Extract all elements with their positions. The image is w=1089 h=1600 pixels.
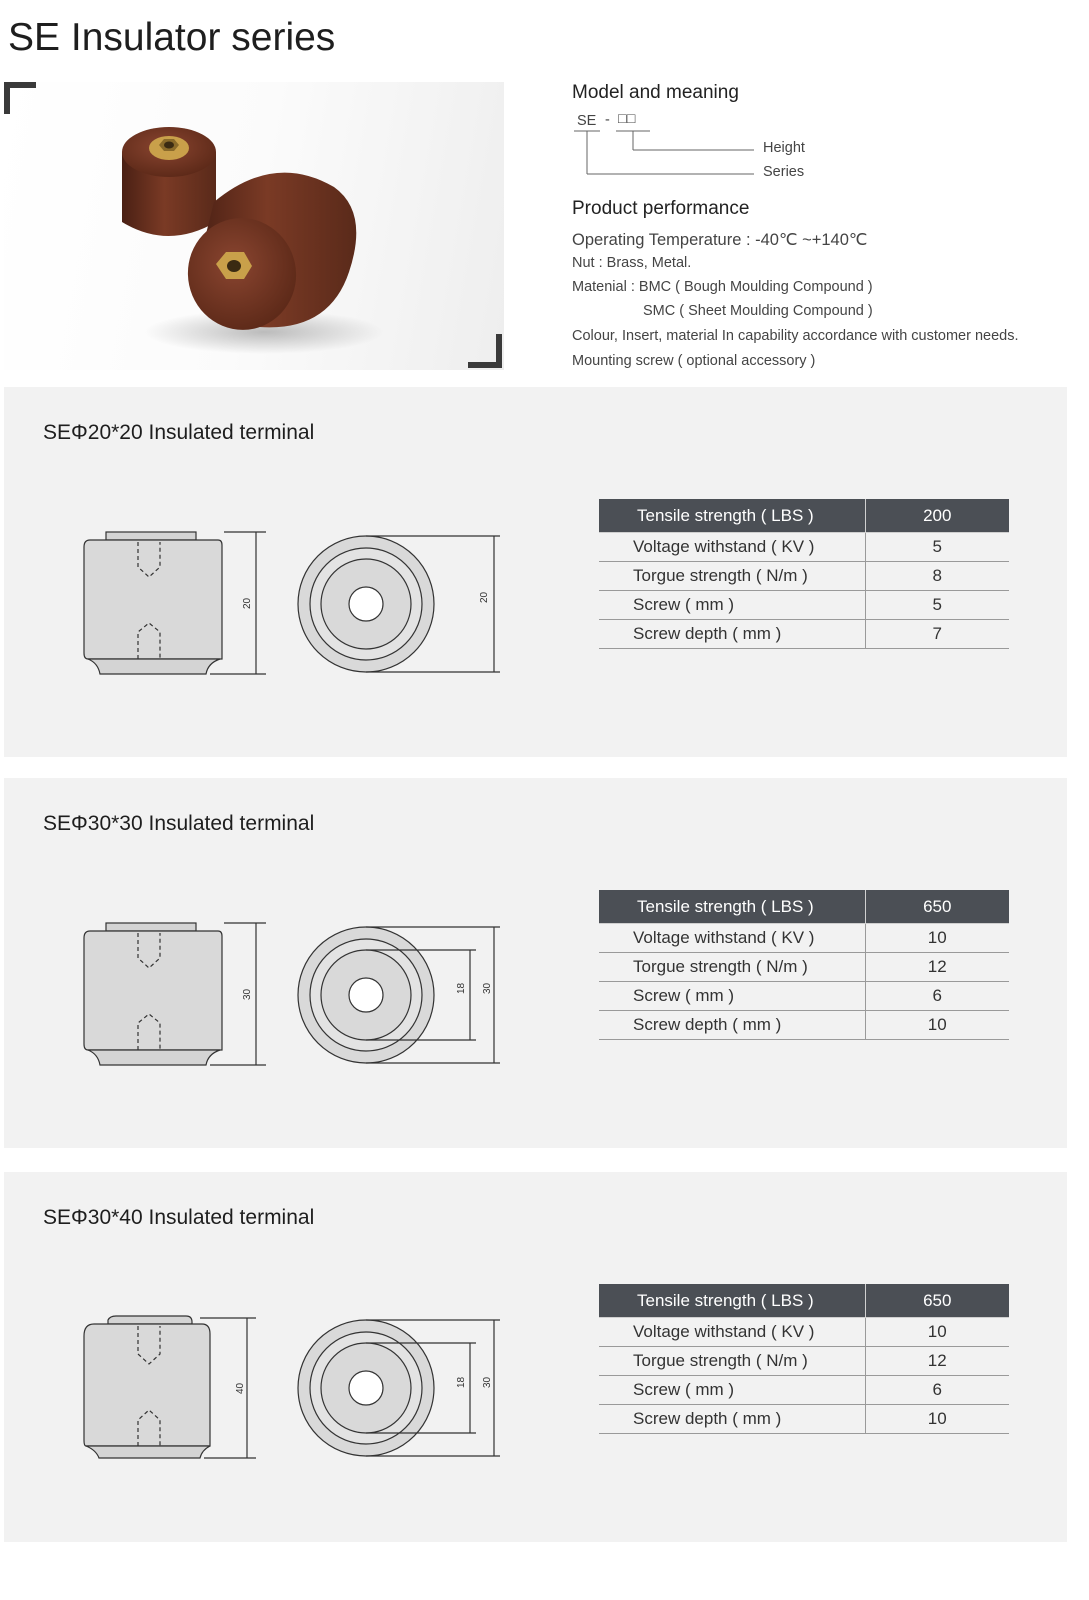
front-dimension-outer-label: 30: [482, 982, 493, 994]
table-row: [599, 562, 1009, 591]
side-view: [84, 1316, 256, 1458]
section-title: SEΦ30*40 Insulated terminal: [43, 1206, 315, 1229]
spec-key: Tensile strength ( LBS ): [599, 890, 865, 924]
spec-table: [599, 499, 1009, 649]
product-section-1: [4, 387, 1067, 757]
spec-value: 10: [865, 924, 1009, 953]
spec-key: Screw depth ( mm ): [599, 1011, 865, 1040]
spec-value: 12: [865, 1347, 1009, 1376]
spec-value: 6: [865, 982, 1009, 1011]
front-dimension-outer-label: 30: [482, 1376, 493, 1388]
spec-key: Screw ( mm ): [599, 982, 865, 1011]
spec-key: Voltage withstand ( KV ): [599, 924, 865, 953]
spec-value: 10: [865, 1011, 1009, 1040]
table-row: [599, 499, 1009, 533]
model-boxes: □□: [618, 111, 636, 127]
technical-drawing: [4, 387, 524, 757]
side-dimension-label: 20: [242, 597, 253, 609]
front-view: [298, 536, 500, 672]
technical-drawing: [4, 778, 524, 1148]
table-row: [599, 620, 1009, 649]
model-height-label: Height: [763, 140, 805, 156]
spec-value: 650: [865, 1284, 1009, 1318]
model-leader-lines: [572, 110, 772, 180]
spec-line-mounting-screw: Mounting screw ( optional accessory ): [572, 353, 816, 369]
spec-key: Voltage withstand ( KV ): [599, 533, 865, 562]
spec-value: 7: [865, 620, 1009, 649]
model-heading: Model and meaning: [572, 82, 739, 103]
page-title: SE Insulator series: [8, 16, 336, 59]
corner-bracket-top-left: [4, 82, 36, 114]
spec-key: Screw ( mm ): [599, 1376, 865, 1405]
table-row: [599, 1318, 1009, 1347]
insulator-back: [122, 127, 216, 236]
spec-value: 200: [865, 499, 1009, 533]
table-row: [599, 1011, 1009, 1040]
table-row: [599, 953, 1009, 982]
side-dimension-label: 40: [235, 1382, 246, 1394]
front-view: [298, 927, 500, 1063]
table-row: [599, 1284, 1009, 1318]
table-row: [599, 591, 1009, 620]
spec-key: Tensile strength ( LBS ): [599, 1284, 865, 1318]
performance-heading: Product performance: [572, 198, 750, 219]
spec-value: 12: [865, 953, 1009, 982]
side-view: [84, 923, 266, 1065]
corner-bracket-bottom-right: [468, 334, 502, 368]
table-row: [599, 1347, 1009, 1376]
product-photo: [4, 82, 504, 370]
spec-line-material-smc: SMC ( Sheet Moulding Compound ): [643, 303, 873, 319]
table-row: [599, 982, 1009, 1011]
spec-key: Tensile strength ( LBS ): [599, 499, 865, 533]
table-row: [599, 924, 1009, 953]
spec-table: [599, 890, 1009, 1040]
side-view: [84, 532, 266, 674]
table-row: [599, 1405, 1009, 1434]
spec-key: Screw depth ( mm ): [599, 1405, 865, 1434]
table-row: [599, 1376, 1009, 1405]
front-dimension-inner-label: 18: [456, 982, 467, 994]
spec-value: 5: [865, 591, 1009, 620]
model-dash: -: [605, 112, 610, 128]
spec-line-customization: Colour, Insert, material In capability accordance with customer needs.: [572, 328, 1019, 344]
spec-key: Torgue strength ( N/m ): [599, 562, 865, 591]
technical-drawing: [4, 1172, 524, 1542]
table-row: [599, 533, 1009, 562]
table-row: [599, 890, 1009, 924]
spec-line-nut: Nut : Brass, Metal.: [572, 255, 692, 271]
insulator-render: [4, 82, 504, 370]
spec-value: 6: [865, 1376, 1009, 1405]
side-dimension-label: 30: [242, 988, 253, 1000]
spec-key: Screw depth ( mm ): [599, 620, 865, 649]
spec-key: Torgue strength ( N/m ): [599, 1347, 865, 1376]
spec-key: Torgue strength ( N/m ): [599, 953, 865, 982]
spec-table: [599, 1284, 1009, 1434]
section-title: SEΦ20*20 Insulated terminal: [43, 421, 315, 444]
spec-value: 10: [865, 1318, 1009, 1347]
section-title: SEΦ30*30 Insulated terminal: [43, 812, 315, 835]
spec-value: 5: [865, 533, 1009, 562]
spec-key: Screw ( mm ): [599, 591, 865, 620]
spec-line-material: Matenial : BMC ( Bough Moulding Compound ): [572, 279, 873, 295]
model-code: SE: [577, 113, 597, 129]
spec-value: 8: [865, 562, 1009, 591]
product-section-3: [4, 1172, 1067, 1542]
spec-key: Voltage withstand ( KV ): [599, 1318, 865, 1347]
spec-value: 650: [865, 890, 1009, 924]
front-view: [298, 1320, 500, 1456]
product-section-2: [4, 778, 1067, 1148]
spec-line-temperature: Operating Temperature : -40℃ ~+140℃: [572, 231, 868, 249]
spec-value: 10: [865, 1405, 1009, 1434]
model-series-label: Series: [763, 164, 805, 180]
front-dimension-label: 20: [479, 591, 490, 603]
front-dimension-inner-label: 18: [456, 1376, 467, 1388]
